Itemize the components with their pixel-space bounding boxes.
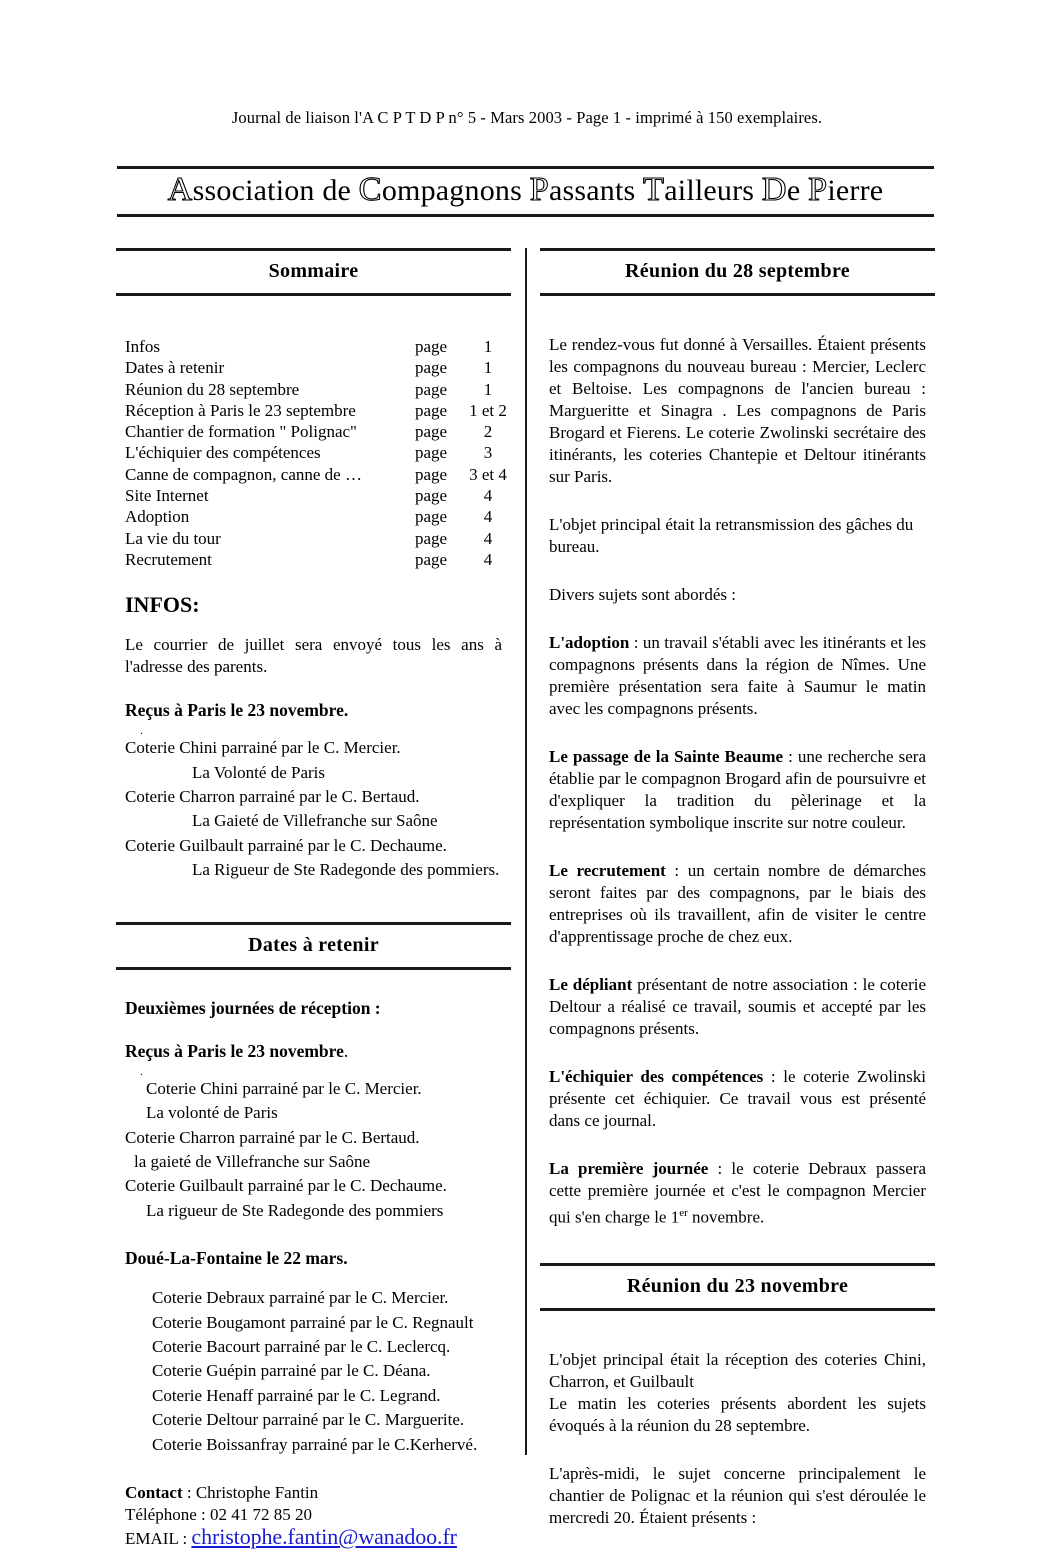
section-header-reunion-23-novembre: Réunion du 23 novembre (540, 1263, 935, 1311)
column-divider (525, 248, 527, 1455)
dates-subheading-recus (125, 1041, 502, 1062)
toc-entry-page-number: 1 et 2 (469, 400, 507, 420)
toc-entry-page-number: 2 (483, 422, 493, 442)
table-row (116, 549, 511, 570)
title-cap-t: T (643, 171, 665, 208)
toc-entry-page-label: page (415, 400, 448, 420)
toc-entry-page-number: 3 (483, 443, 493, 463)
list-item: Coterie Guilbault parrainé par le C. Dechaume. (125, 1176, 447, 1196)
title-word-passants: assants (549, 174, 636, 207)
table-row (116, 442, 511, 463)
reunion28-paragraph-1: Le rendez-vous fut donné à Versailles. Étaient présents les compagnons du nouveau bureau : Mercier, Leclerc et Beltoise. Les compagnons de l'ancien bureau : Margueritte et Sinagra . Les compagnons de Paris Brogard et Fierens. Le coterie Zwolinski secrétaire des itinérants, les coteries Chantepie et Deltour itinérants sur Paris. (549, 335, 926, 486)
list-item: Coterie Guépin parrainé par le C. Déana. (152, 1361, 431, 1381)
reunion23-paragraph-2: Le matin les coteries présents abordent les sujets évoqués à la réunion du 28 septembre. (549, 1393, 926, 1435)
list-item: Coterie Guilbault parrainé par le C. Dechaume. (125, 835, 447, 855)
item-lead-adoption: L'adoption (549, 633, 630, 652)
reunion23-paragraph-1: L'objet principal était la réception des coteries Chini, Charron, et Guilbault (549, 1349, 926, 1391)
list-item: Coterie Charron parrainé par le C. Bertaud. (125, 1127, 420, 1147)
title-word-compagnons: ompagnons (381, 174, 522, 207)
infos-paragraph: Le courrier de juillet sera envoyé tous les ans à l'adresse des parents. (125, 635, 502, 677)
section-header-reunion-28-septembre: Réunion du 28 septembre (540, 248, 935, 296)
page-title (117, 173, 934, 208)
toc-entry-title: Chantier de formation " Polignac" (125, 422, 357, 442)
item-lead-premiere-journee: La première journée (549, 1159, 709, 1178)
toc-entry-page-number: 4 (483, 528, 493, 548)
title-word-pierre: ierre (827, 174, 884, 207)
table-row (116, 528, 511, 549)
contact-name-line (125, 1482, 502, 1504)
table-row (116, 357, 511, 378)
reunion28-item-adoption (549, 632, 926, 720)
toc-entry-page-number: 4 (483, 507, 493, 527)
list-item: Coterie Bacourt parrainé par le C. Leclercq. (152, 1336, 451, 1356)
reunion28-item-sainte-beaume (549, 746, 926, 834)
item-text-depliant: présentant de notre association : le coterie Deltour a réalisé ce travail, soumis et accepté par les compagnons présents. (549, 975, 926, 1038)
contact-email-line (125, 1523, 502, 1550)
table-row (116, 464, 511, 485)
toc-entry-page-number: 1 (483, 358, 493, 378)
reunion28-item-echiquier (549, 1066, 926, 1132)
reunion23-paragraph-3: L'après-midi, le sujet concerne principalement le chantier de Polignac et la réunion qui s'est déroulée le mercredi 20. Étaient présents : (549, 1463, 926, 1527)
toc-entry-title: La vie du tour (125, 528, 221, 548)
item-lead-sainte-beaume: Le passage de la Sainte Beaume (549, 747, 784, 766)
toc-entry-title: Réunion du 28 septembre (125, 379, 300, 399)
item-text-premiere-journee-tail: novembre. (687, 1207, 765, 1227)
table-row (116, 400, 511, 421)
table-row (116, 485, 511, 506)
list-item: Coterie Boissanfray parrainé par le C.Kerhervé. (152, 1434, 478, 1454)
title-word-de: de (322, 174, 352, 207)
table-row (116, 506, 511, 527)
title-cap-a: A (167, 171, 193, 208)
item-text-premiere-journee: : le coterie Debraux passera cette première journée et c'est le compagnon Mercier qui s'en charge le 1 (549, 1159, 926, 1227)
toc-entry-page-number: 4 (483, 549, 493, 569)
list-item: La Rigueur de Ste Radegonde des pommiers. (192, 860, 500, 880)
toc-entry-title: Réception à Paris le 23 septembre (125, 400, 356, 420)
toc-entry-page-number: 4 (483, 486, 493, 506)
toc-entry-page-label: page (415, 528, 448, 548)
left-column (116, 248, 511, 1550)
title-word-tailleurs: ailleurs (664, 174, 755, 207)
infos-subheading: Reçus à Paris le 23 novembre. (125, 700, 349, 721)
toc-entry-page-label: page (415, 337, 448, 356)
toc-entry-page-label: page (415, 379, 448, 399)
reunion28-item-premiere-journee (549, 1158, 926, 1229)
toc-entry-page-label: page (415, 486, 448, 506)
item-lead-recrutement: Le recrutement (549, 861, 666, 880)
toc-entry-title: Recrutement (125, 549, 212, 569)
ordinal-suffix: er (679, 1207, 688, 1219)
dates-recus-bold: Reçus à Paris le 23 novembre (125, 1040, 344, 1061)
list-item: Coterie Charron parrainé par le C. Bertaud. (125, 787, 420, 807)
toc-entry-page-label: page (415, 507, 448, 527)
list-item: la gaieté de Villefranche sur Saône (134, 1151, 371, 1171)
table-row (116, 421, 511, 442)
reunion28-item-recrutement (549, 860, 926, 948)
toc-entry-title: Infos (125, 337, 160, 356)
title-word-association: ssociation (192, 174, 315, 207)
item-lead-depliant: Le dépliant (549, 975, 633, 994)
toc-entry-page-label: page (415, 422, 448, 442)
infos-dot-marker: . (140, 723, 143, 738)
contact-label: Contact (125, 1482, 183, 1502)
table-row (116, 336, 511, 357)
list-item: La volonté de Paris (146, 1103, 278, 1123)
item-text-echiquier: : le coterie Zwolinski présente cet échiquier. Ce travail vous est présenté dans ce journal. (549, 1067, 926, 1130)
association-title-band (117, 166, 934, 217)
title-cap-d: D (761, 171, 787, 208)
list-item: La Gaieté de Villefranche sur Saône (192, 811, 438, 831)
sommaire-list (116, 336, 511, 570)
list-item: Coterie Deltour parrainé par le C. Marguerite. (152, 1410, 465, 1430)
item-text-adoption: : un travail s'établi avec les itinérants et les compagnons présents dans la région de Nîmes. Une première présentation sera faite à Saumur le matin avec les compagnons présents. (549, 633, 926, 718)
dates-dot-marker: . (140, 1063, 143, 1078)
email-label: EMAIL : (125, 1528, 192, 1548)
toc-entry-title: Canne de compagnon, canne de … (125, 464, 362, 484)
item-lead-echiquier: L'échiquier des compétences (549, 1067, 764, 1086)
toc-entry-title: L'échiquier des compétences (125, 443, 321, 463)
right-column (540, 248, 935, 1529)
toc-entry-page-label: page (415, 464, 448, 484)
infos-heading: INFOS: (125, 592, 200, 618)
list-item: Coterie Chini parrainé par le C. Mercier. (146, 1078, 422, 1098)
table-row (116, 379, 511, 400)
dates-subheading-doue: Doué-La-Fontaine le 22 mars. (125, 1248, 348, 1269)
section-header-sommaire: Sommaire (116, 248, 511, 296)
title-cap-p2: P (808, 171, 828, 208)
masthead-issue-line: Journal de liaison l'A C P T D P n° 5 - Mars 2003 - Page 1 - imprimé à 150 exemplaires. (231, 108, 823, 127)
toc-entry-title: Site Internet (125, 486, 209, 506)
dates-subheading-journees: Deuxièmes journées de réception : (125, 997, 381, 1018)
toc-entry-page-number: 1 (483, 379, 493, 399)
title-word-de2: e (786, 174, 801, 207)
contact-block (125, 1482, 502, 1550)
list-item: Coterie Bougamont parrainé par le C. Regnault (152, 1312, 474, 1332)
title-cap-c: C (358, 171, 382, 208)
reunion28-paragraph-3: Divers sujets sont abordés : (549, 585, 736, 604)
toc-entry-page-number: 1 (483, 337, 493, 356)
contact-email-link[interactable]: christophe.fantin@wanadoo.fr (191, 1523, 457, 1549)
section-header-dates-a-retenir: Dates à retenir (116, 922, 511, 970)
toc-entry-page-label: page (415, 549, 448, 569)
list-item: Coterie Debraux parrainé par le C. Mercier. (152, 1288, 449, 1308)
title-cap-p1: P (529, 171, 549, 208)
toc-entry-page-number: 3 et 4 (469, 464, 507, 484)
toc-entry-title: Dates à retenir (125, 358, 225, 378)
reunion28-paragraph-2: L'objet principal était la retransmission des gâches du bureau. (549, 515, 914, 556)
reunion28-item-depliant (549, 974, 926, 1040)
list-item: La rigueur de Ste Radegonde des pommiers (146, 1200, 444, 1220)
list-item: Coterie Chini parrainé par le C. Mercier. (125, 738, 401, 758)
toc-entry-page-label: page (415, 443, 448, 463)
dates-recus-period: . (343, 1040, 349, 1061)
list-item: Coterie Henaff parrainé par le C. Legrand. (152, 1385, 441, 1405)
item-text-sainte-beaume: : une recherche sera établie par le compagnon Brogard afin de poursuivre et d'expliquer la tradition du pèlerinage et la représentation symbolique inscrite sur notre couleur. (549, 747, 926, 832)
list-item: La Volonté de Paris (192, 762, 325, 782)
contact-name: : Christophe Fantin (182, 1482, 319, 1502)
item-text-recrutement: : un certain nombre de démarches seront faites par des compagnons, par le biais des entreprises où ils travaillent, afin de visiter le centre d'apprentissage proche de chez eux. (549, 861, 927, 946)
toc-entry-title: Adoption (125, 507, 190, 527)
contact-phone-line: Téléphone : 02 41 72 85 20 (125, 1504, 312, 1524)
toc-entry-page-label: page (415, 358, 448, 378)
